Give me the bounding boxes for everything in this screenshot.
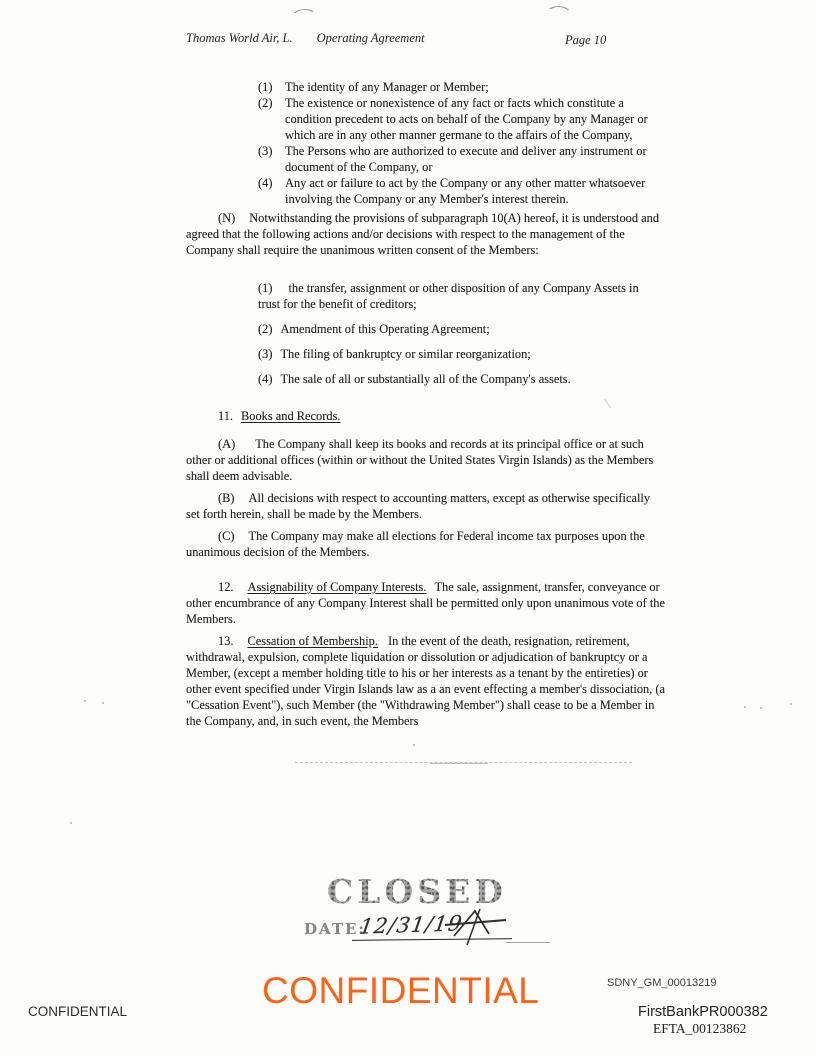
scan-speck [413,744,415,746]
list-item-number: (4) [258,176,273,190]
document-subtitle: Operating Agreement [316,31,425,45]
section-title: Cessation of Membership. [247,634,378,648]
list-item-number: (4) [258,372,273,386]
scan-artifact-line [430,763,488,764]
bates-number-efta: EFTA_00123862 [653,1021,747,1036]
scan-speck [760,707,762,709]
list-item-text: The filing of bankruptcy or similar reorganization; [280,347,531,361]
stamp-date-label: DATE: [304,920,366,938]
list-item [258,79,661,95]
scan-arc-right-icon [543,5,576,21]
list-item-text: The identity of any Manager or Member; [285,80,489,94]
section-12 [186,579,666,627]
list-item-text: the transfer, assignment or other disposition of any Company Assets in trust for the benefit of creditors; [258,281,639,311]
list-item [258,175,661,207]
paragraph-label: (N) [218,211,236,225]
paragraph-label: (C) [218,529,235,543]
list-item-number: (2) [258,96,273,110]
scan-speck [84,700,86,702]
section-title: Books and Records. [241,409,341,423]
list-item-text: The existence or nonexistence of any fact or facts which constitute a condition precedent to acts on behalf of the Company by any Manager or which are in any other manner germane to the affairs of the Company, [285,96,648,142]
scan-tick [604,399,611,409]
section-number: 13. [218,634,234,648]
list-item [258,280,640,312]
paragraph-n [186,210,666,258]
list-item-number: (1) [258,281,273,295]
list-item-text: Amendment of this Operating Agreement; [280,322,490,336]
handwritten-crossout-icon [444,906,508,946]
scan-speck [102,702,104,704]
paragraph-11c [186,528,666,560]
scan-speck [70,822,72,824]
list-item [258,346,640,362]
scan-speck [790,703,792,705]
bates-number-firstbank: FirstBankPR000382 [638,1004,768,1020]
closed-stamp: CLOSED [327,872,507,911]
list-item-text: The sale of all or substantially all of the Company's assets. [280,372,571,386]
scan-speck [744,706,746,708]
paragraph-text: All decisions with respect to accounting matters, except as otherwise specifically set forth herein, shall be made by the Members. [186,491,651,521]
section-title: Assignability of Company Interests. [247,580,427,594]
page-number: Page 10 [565,33,607,47]
list-item [258,143,661,175]
list-item-number: (1) [258,80,273,94]
paragraph-label: (A) [218,437,236,451]
list-item-number: (2) [258,322,273,336]
section-number: 12. [218,580,234,594]
paragraph-text: Notwithstanding the provisions of subparagraph 10(A) hereof, it is understood and agreed that the following actions and/or decisions with respect to the management of the Company shall require the unanimous written consent of the Members: [186,211,660,257]
list-item-text: Any act or failure to act by the Company or any other matter whatsoever involving the Company or any Member's interest therein. [285,176,646,206]
consent-actions-list [258,280,640,396]
section-number: 11. [218,409,234,423]
section-11-heading [186,408,666,424]
paragraph-text: The Company may make all elections for Federal income tax purposes upon the unanimous decision of the Members. [186,529,645,559]
stamp-date-underline-tail [506,942,550,943]
subparagraph-list-a [258,79,661,207]
page-header [186,31,746,46]
paragraph-text: The Company shall keep its books and records at its principal office or at such other or additional offices (within or without the United States Virgin Islands) as the Members shall deem advisable. [186,437,654,483]
section-text: The sale, assignment, transfer, conveyance or other encumbrance of any Company Interest shall be permitted only upon unanimous vote of the Members. [186,580,665,626]
list-item [258,321,640,337]
section-text: In the event of the death, resignation, retirement, withdrawal, expulsion, complete liquidation or dissolution or adjudication of bankruptcy or a Member, (except a member holding title to his or her interests as a tenant by the entireties) or other event specified under Virgin Islands law as a an event effecting a member's dissociation, (a "Cessation Event"), such Member (the "Withdrawing Member") shall cease to be a Member in the Company, and, in such event, the Members [186,634,666,728]
list-item-text: The Persons who are authorized to execute and deliver any instrument or document of the Company, or [285,144,647,174]
section-13 [186,633,668,729]
scan-arc-left-icon [288,8,321,24]
paragraph-11a [186,436,668,484]
list-item-number: (3) [258,144,273,158]
paragraph-label: (B) [218,491,235,505]
list-item [258,371,640,387]
handwritten-date: 12/31/19 [358,911,465,939]
confidential-stamp-left: CONFIDENTIAL [28,1004,128,1019]
list-item-number: (3) [258,347,273,361]
list-item [258,95,661,143]
bates-number-sdny: SDNY_GM_00013219 [607,977,717,989]
confidential-watermark: CONFIDENTIAL [262,970,540,1011]
document-title: Thomas World Air, L. [186,31,293,45]
paragraph-11b [186,490,666,522]
